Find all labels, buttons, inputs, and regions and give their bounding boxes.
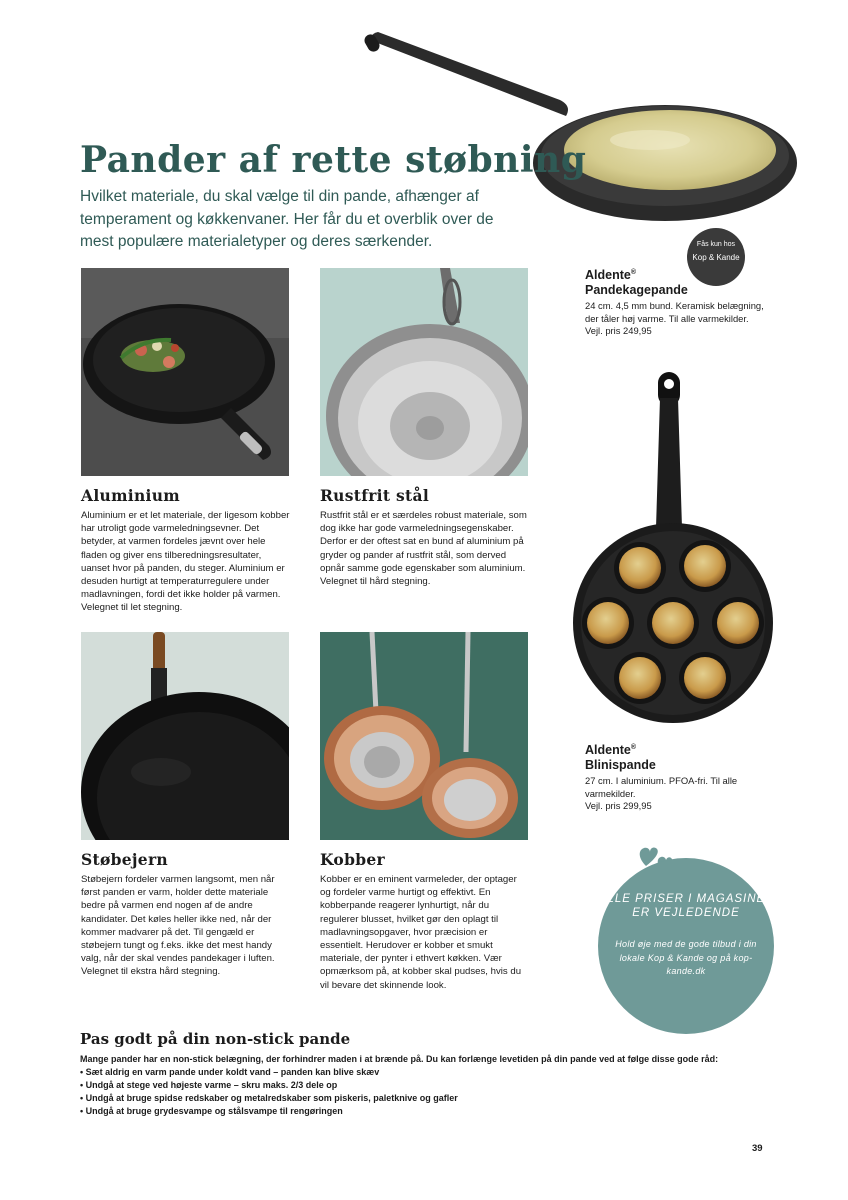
product-name: Pandekagepande bbox=[585, 283, 688, 298]
blini-pan-image bbox=[570, 368, 780, 728]
product-description: 24 cm. 4,5 mm bund. Keramisk belægning, der tåler høj varme. Til alle varmekilder. bbox=[585, 300, 764, 324]
tips-list-item: • Sæt aldrig en varm pande under koldt vand – panden kan blive skæv bbox=[80, 1066, 680, 1079]
product-description: 27 cm. I aluminium. PFOA-fri. Til alle varmekilder. bbox=[585, 775, 738, 799]
tips-list-item: • Undgå at bruge spidse redskaber og metalredskaber som piskeris, paletknive og gafler bbox=[80, 1092, 680, 1105]
section-body-stoebejern: Støbejern fordeler varmen langsomt, men når først panden er varm, holder dette materiale bedre på varmen end nogen af de andre kandidater. Det køles heller ikke ned, når der kommer madvarer på det. Til gengæld er støbejern tungt og f.eks. ikke det mest handy valg, når der skal vendes pandekager i luften. Velegnet til ekstra hård stegning. bbox=[81, 874, 275, 978]
tips-intro: Mange pander har en non-stick belægning, der forhindrer maden i at brænde på. Du kan forlænge levetiden på din pande ved at følge disse gode råd: bbox=[80, 1054, 719, 1064]
tips-list bbox=[80, 1066, 680, 1118]
section-body-aluminium: Aluminium er et let materiale, der ligesom kobber har utroligt gode varmeledningsevner. Det betyder, at varmen fordeles jævnt over hele fladen og giver ens tilberedningsresultater, uanset hvor på panden, du steger. Aluminium er desuden hurtigt at temperaturregulere under madlavningen, fordi det ikke holder på varmen. Velegnet til let stegning. bbox=[81, 510, 290, 614]
tips-list-item: • Undgå at stege ved højeste varme – skru maks. 2/3 dele op bbox=[80, 1079, 680, 1092]
page-number: 39 bbox=[752, 1143, 763, 1154]
product-blinispande bbox=[585, 740, 775, 812]
product-brand: Aldente bbox=[585, 268, 631, 283]
page-title: Pander af rette støbning bbox=[80, 139, 587, 181]
aluminium-photo bbox=[81, 268, 289, 476]
exclusive-badge-line2: Kop & Kande bbox=[692, 253, 740, 262]
section-title-rustfrit-staal: Rustfrit stål bbox=[320, 486, 430, 505]
copper-photo bbox=[320, 632, 528, 840]
intro-text: Hvilket materiale, du skal vælge til din pande, afhænger af temperament og køkkenvaner. Her får du et overblik over de mest populære materialetyper og deres særkender. bbox=[80, 188, 494, 250]
section-body-rustfrit-staal: Rustfrit stål er et særdeles robust materiale, som dog ikke har gode varmeledningsegenskaber. Derfor er der oftest sat en bund af aluminium på gryder og pander af rustfrit stål, som derved opnår samme gode egenskaber som aluminium. Velegnet til hård stegning. bbox=[320, 510, 527, 588]
product-pandekagepande bbox=[585, 265, 775, 337]
product-price: Vejl. pris 249,95 bbox=[585, 324, 652, 336]
section-body-kobber: Kobber er en eminent varmeleder, der optager og fordeler varme hurtigt og effektivt. En kobberpande reagerer lynhurtigt, når du regulerer blusset, hvilket gør den oplagt til madlavningsopgaver, hvor præcision er essentielt. Herudover er kobber et smukt materiale, der pynter i ethvert køkken. Vær opmærksom på, at kobber skal pudses, hvis du vil bevare det skinnende look. bbox=[320, 874, 522, 991]
tips-list-item: • Undgå at bruge grydesvampe og stålsvampe til rengøringen bbox=[80, 1105, 680, 1118]
product-name: Blinispande bbox=[585, 758, 656, 773]
section-title-kobber: Kobber bbox=[320, 850, 385, 869]
brand-mark: ® bbox=[630, 269, 637, 276]
price-badge bbox=[598, 838, 778, 1018]
brand-mark: ® bbox=[630, 744, 637, 751]
cast-iron-photo bbox=[81, 632, 289, 840]
section-title-aluminium: Aluminium bbox=[81, 486, 180, 505]
exclusive-badge-line1: Fås kun hos bbox=[696, 241, 736, 248]
price-badge-body: Hold øje med de gode tilbud i din lokale Kop & Kande og på kop-kande.dk bbox=[615, 939, 757, 976]
stainless-steel-photo bbox=[320, 268, 528, 476]
product-price: Vejl. pris 299,95 bbox=[585, 799, 652, 811]
price-badge-headline: ALLE PRISER I MAGASINET ER VEJLEDENDE bbox=[598, 893, 774, 919]
product-brand: Aldente bbox=[585, 743, 631, 758]
section-title-stoebejern: Støbejern bbox=[81, 850, 168, 869]
tips-title: Pas godt på din non-stick pande bbox=[80, 1030, 351, 1048]
